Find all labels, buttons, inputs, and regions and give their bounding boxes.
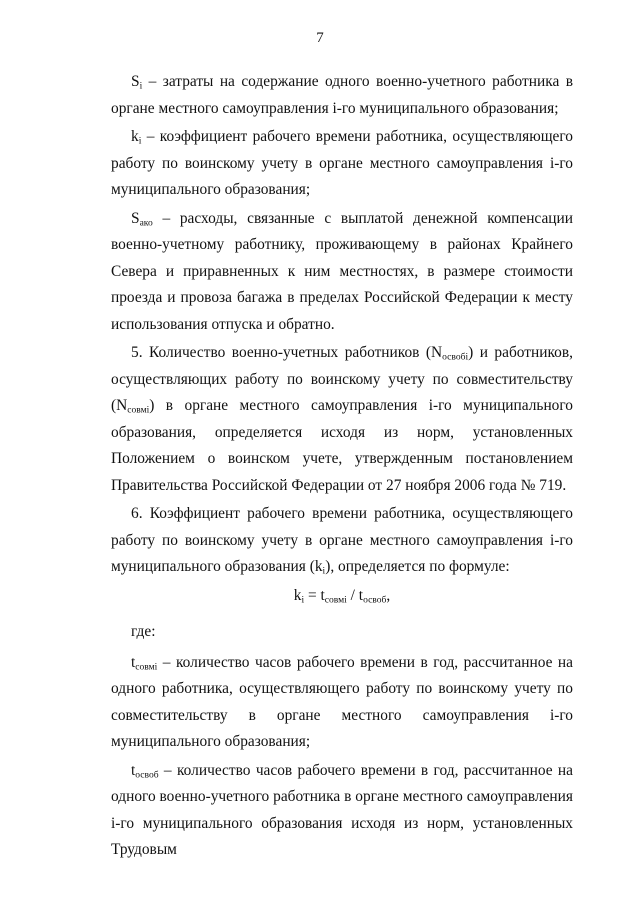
formula-symbol: k bbox=[293, 586, 302, 604]
definition-text: – коэффициент рабочего времени работника, осуществляющего работу по воинскому учету в органе местного самоуправления i-го муниципального образования; bbox=[111, 128, 573, 198]
symbol-subscript: освоб bbox=[135, 768, 159, 780]
where-label: где: bbox=[131, 623, 156, 640]
definition-t-osvob bbox=[111, 758, 573, 864]
symbol: S bbox=[131, 209, 140, 227]
formula-part: , bbox=[386, 586, 391, 604]
formula-part: = t bbox=[304, 586, 325, 604]
symbol-subscript: совмi bbox=[135, 660, 158, 672]
paragraph-6 bbox=[111, 501, 573, 581]
symbol: S bbox=[131, 73, 140, 90]
symbol-subscript: ако bbox=[139, 216, 153, 228]
symbol: t bbox=[131, 761, 136, 779]
definition-text: – количество часов рабочего времени в год, рассчитанное на одного военно-учетного работника в органе местного самоуправления i-го муниципального образования исходя из норм, установленных Трудовым bbox=[111, 761, 573, 858]
symbol: k bbox=[131, 128, 139, 145]
subscript: совмi bbox=[127, 404, 150, 416]
paragraph-text: ), определяется по формуле: bbox=[325, 558, 510, 575]
formula-subscript: освоб bbox=[363, 593, 387, 605]
paragraph-text: ) и работников, осуществляющих работу по воинскому учету по совместительству (N bbox=[111, 344, 573, 414]
symbol-subscript: i bbox=[139, 80, 143, 92]
subscript: освобi bbox=[442, 351, 469, 363]
document-body bbox=[111, 69, 573, 864]
definition-text: – количество часов рабочего времени в год, рассчитанное на одного работника, осуществляющего работу по воинскому учету по совместительству в органе местного самоуправления i-го муниципального образования; bbox=[111, 653, 573, 750]
definition-s-i bbox=[111, 69, 573, 122]
definition-k-i bbox=[111, 124, 573, 204]
definition-text: – затраты на содержание одного военно-учетного работника в органе местного самоуправления i-го муниципального образования; bbox=[111, 73, 573, 117]
formula-subscript: совмi bbox=[324, 593, 347, 605]
paragraph-text: ) в органе местного самоуправления i-го муниципального образования, определяется исходя из норм, установленных Положением о воинском учете, утвержденным постановлением Правительства Российской Федерации от 27 ноября 2006 года № 719. bbox=[111, 397, 573, 494]
page-number: 7 bbox=[316, 30, 324, 46]
formula bbox=[111, 583, 573, 610]
paragraph-text: 5. Количество военно-учетных работников (N bbox=[131, 344, 443, 361]
formula-subscript: i bbox=[301, 593, 305, 605]
definition-text: – расходы, связанные с выплатой денежной компенсации военно-учетному работнику, проживающему в районах Крайнего Севера и приравненных к ним местностях, в размере стоимости проезда и провоза багажа в пределах Российской Федерации к месту использования отпуска и обратно. bbox=[111, 209, 573, 333]
formula-part: / t bbox=[346, 586, 364, 604]
definition-t-sovm bbox=[111, 650, 573, 756]
paragraph-5 bbox=[111, 340, 573, 499]
subscript: i bbox=[322, 565, 326, 577]
paragraph-text: 6. Коэффициент рабочего времени работника, осуществляющего работу по воинскому учету в органе местного самоуправления i-го муниципального образования (k bbox=[111, 505, 573, 575]
definition-s-ako bbox=[111, 206, 573, 339]
symbol: t bbox=[131, 653, 136, 671]
symbol-subscript: i bbox=[138, 135, 142, 147]
